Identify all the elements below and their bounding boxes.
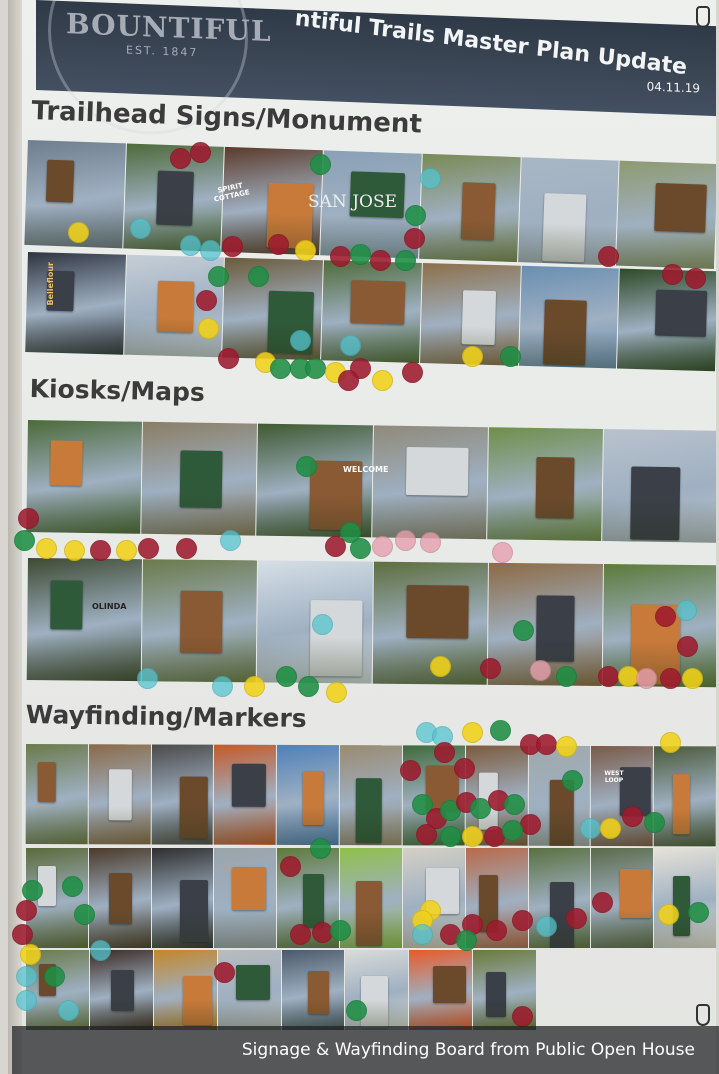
sign-shape [536,595,576,661]
sign-shape [232,764,266,807]
photo-strip [25,252,716,371]
photo-thumbnail [487,427,603,541]
photo-thumbnail [214,745,276,845]
voting-dot [268,234,289,255]
voting-dot [462,826,483,847]
voting-dot [513,620,534,641]
sign-shape [655,290,707,337]
voting-dot [116,540,137,561]
sign-shape [179,450,222,508]
voting-dot [486,920,507,941]
banner-title: ntiful Trails Master Plan Update [293,5,689,81]
photo-thumbnail [602,429,716,543]
sign-shape [361,976,388,1028]
photo-thumbnail [277,745,339,845]
voting-dot [74,904,95,925]
voting-dot [330,920,351,941]
sign-shape [310,600,363,676]
voting-dot [222,236,243,257]
voting-dot [212,676,233,697]
voting-dot [580,818,601,839]
photo-thumbnail [654,848,716,948]
voting-dot [556,666,577,687]
sign-shape [620,869,650,918]
voting-dot [370,250,391,271]
voting-dot [566,908,587,929]
sign-shape [462,290,497,345]
banner-date: 04.11.19 [646,79,700,96]
photo-thumbnail [654,746,716,846]
binder-clip-top [696,6,710,28]
voting-dot [196,290,217,311]
voting-dot [180,235,201,256]
section-title-trailhead: Trailhead Signs/Monument [30,96,423,140]
voting-dot [420,168,441,189]
sign-shape [236,965,271,999]
photo-thumbnail [26,420,142,534]
sign-shape [631,466,681,540]
photo-thumbnail [90,950,153,1030]
photo-strip [26,420,716,543]
sign-shape [50,580,82,629]
photo-thumbnail [519,266,619,369]
photo-thumbnail [321,260,421,363]
voting-dot [68,222,89,243]
voting-dot [350,538,371,559]
sign-shape [655,183,707,233]
voting-dot [512,1006,533,1027]
voting-dot [662,264,683,285]
voting-dot [402,362,423,383]
sign-shape [180,590,223,653]
voting-dot [500,346,521,367]
sign-shape [109,873,132,924]
voting-dot [655,606,676,627]
photo-thumbnail [154,950,217,1030]
voting-dot [218,348,239,369]
voting-dot [688,902,709,923]
sign-shape [50,441,83,486]
voting-dot [346,1000,367,1021]
voting-dot [90,540,111,561]
photo-thumbnail [340,745,402,845]
voting-dot [600,818,621,839]
voting-dot [305,358,326,379]
voting-dot [434,742,455,763]
voting-dot [530,660,551,681]
voting-dot [16,990,37,1011]
sign-shape [111,970,134,1011]
voting-dot [430,656,451,677]
photo-thumbnail [257,424,373,538]
voting-dot [556,736,577,757]
sign-shape [355,778,382,843]
voting-dot [480,658,501,679]
sign-shape [45,160,74,203]
voting-dot [405,205,426,226]
voting-dot [598,666,619,687]
sign-text-belleflour: Belleflour [46,262,55,306]
voting-dot [16,900,37,921]
voting-dot [622,806,643,827]
voting-dot [644,812,665,833]
sign-shape [180,777,209,839]
voting-dot [326,682,347,703]
voting-dot [310,154,331,175]
voting-dot [440,826,461,847]
sign-shape [486,972,505,1018]
voting-dot [296,456,317,477]
voting-dot [16,966,37,987]
voting-dot [276,666,297,687]
logo-text: BOUNTIFUL [66,7,272,49]
sign-shape [232,867,266,910]
voting-dot [130,218,151,239]
photo-thumbnail [616,161,716,269]
voting-dot [338,370,359,391]
voting-dot [18,508,39,529]
sign-shape [303,874,324,928]
voting-dot [677,636,698,657]
sign-text-spirit-cottage: SPIRIT COTTAGE [213,181,251,204]
sign-shape [542,193,586,263]
voting-dot [676,600,697,621]
voting-dot [660,732,681,753]
voting-dot [400,760,421,781]
voting-dot [512,910,533,931]
voting-dot [12,924,33,945]
sign-shape [543,299,587,365]
photo-strip [26,848,716,948]
sign-shape [433,966,466,1003]
sign-shape [356,881,383,946]
voting-dot [62,876,83,897]
photo-thumbnail [151,744,213,844]
voting-dot [20,944,41,965]
section-title-kiosks: Kiosks/Maps [29,374,206,407]
voting-dot [298,676,319,697]
photo-thumbnail [142,559,257,682]
voting-dot [90,940,111,961]
voting-dot [685,268,706,289]
sign-text-olinda: OLINDA [92,602,127,611]
voting-dot [270,358,291,379]
voting-dot [64,540,85,561]
voting-dot [562,770,583,791]
voting-dot [290,924,311,945]
photo-thumbnail [141,422,257,536]
voting-dot [280,856,301,877]
voting-dot [325,536,346,557]
voting-dot [58,1000,79,1021]
binder-clip-bottom [696,1004,710,1026]
sign-shape [672,774,690,834]
voting-dot [244,676,265,697]
sign-shape [406,585,469,638]
sign-shape [308,971,329,1014]
sign-shape [157,281,195,333]
voting-dot [340,335,361,356]
photo-thumbnail [214,848,276,948]
voting-dot [404,228,425,249]
voting-dot [420,532,441,553]
voting-dot [462,346,483,367]
sign-shape [156,171,194,226]
voting-dot [592,892,613,913]
photo-thumbnail [88,744,150,844]
voting-dot [36,538,57,559]
sign-shape [183,976,212,1026]
sign-shape [351,280,406,324]
voting-dot [598,246,619,267]
voting-dot [454,758,475,779]
voting-dot [536,916,557,937]
sign-shape [109,769,132,820]
voting-dot [312,614,333,635]
voting-dot [350,244,371,265]
poster-board [8,0,716,1074]
photo-thumbnail [89,848,151,948]
voting-dot [220,530,241,551]
photo-thumbnail [372,425,488,539]
photo-thumbnail [409,950,472,1030]
section-title-wayfinding: Wayfinding/Markers [25,700,307,733]
sign-shape [535,457,575,518]
voting-dot [502,820,523,841]
voting-dot [462,722,483,743]
voting-dot [372,536,393,557]
voting-dot [520,814,541,835]
voting-dot [190,142,211,163]
voting-dot [170,148,191,169]
photo-caption: Signage & Wayfinding Board from Public Open House [12,1026,719,1074]
voting-dot [248,266,269,287]
voting-dot [208,266,229,287]
voting-dot [660,668,681,689]
photo-strip [26,950,536,1030]
voting-dot [372,370,393,391]
voting-dot [456,930,477,951]
voting-dot [682,668,703,689]
logo-est: EST. 1847 [126,43,199,60]
voting-dot [22,880,43,901]
photo-thumbnail [27,558,142,681]
sign-shape [461,182,496,240]
sign-shape [180,880,208,942]
sign-shape [405,447,469,496]
photo-thumbnail [25,252,125,355]
voting-dot [14,530,35,551]
voting-dot [636,668,657,689]
sign-shape [38,762,55,802]
voting-dot [492,542,513,563]
voting-dot [290,330,311,351]
photo-thumbnail [26,744,88,844]
sign-shape [303,771,324,825]
voting-dot [504,794,525,815]
photo-thumbnail [152,848,214,948]
voting-dot [176,538,197,559]
voting-dot [310,838,331,859]
voting-dot [138,538,159,559]
voting-dot [198,318,219,339]
voting-dot [416,824,437,845]
voting-dot [44,966,65,987]
voting-dot [214,962,235,983]
voting-dot [395,530,416,551]
voting-dot [395,250,416,271]
sign-text-west-loop: WEST LOOP [604,770,624,784]
voting-dot [295,240,316,261]
voting-dot [536,734,557,755]
voting-dot [200,240,221,261]
voting-dot [330,246,351,267]
voting-dot [490,720,511,741]
voting-dot [137,668,158,689]
photo-thumbnail [282,950,345,1030]
sign-text-san-jose: SAN JOSE [308,192,398,212]
sign-text-welcome: WELCOME [343,465,389,474]
voting-dot [658,904,679,925]
voting-dot [412,924,433,945]
